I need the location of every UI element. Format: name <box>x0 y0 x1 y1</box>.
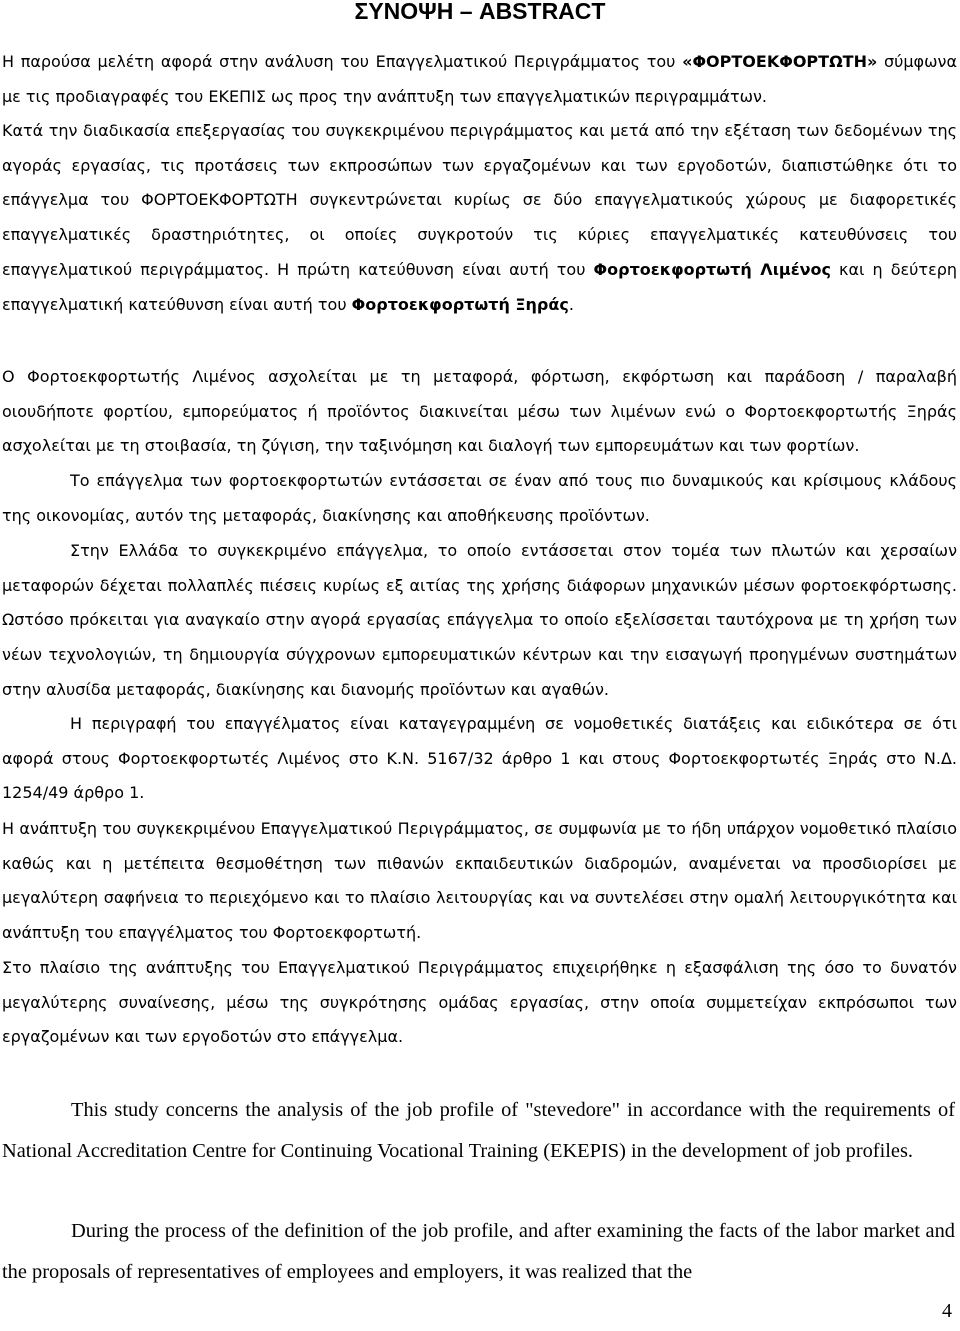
directions-text-e: . <box>568 294 574 314</box>
greek-paragraph-development: Η ανάπτυξη του συγκεκριμένου Επαγγελματικού Περιγράμματος, σε συμφωνία με το ήδη υπάρχον νομοθετικό πλαίσιο καθώς και η μετέπειτα θεσμοθέτηση των πιθανών εκπαιδευτικών διαδρομών, αναμένεται να προσδιορίσει με μεγαλύτερη σαφήνεια το περιεχόμενο και το πλαίσιο λειτουργίας και να συντελέσει στην ομαλή λειτουργικότητα και ανάπτυξη του επαγγέλματος του Φορτοεκφορτωτή. <box>2 819 957 943</box>
directions-bold-port: Φορτοεκφορτωτή Λιμένος <box>593 259 831 279</box>
greek-paragraph-sector: Το επάγγελμα των φορτοεκφορτωτών εντάσσεται σε έναν από τους πιο δυναμικούς και κρίσιμους κλάδους της οικονομίας, αυτόν της μεταφοράς, διακίνησης και αποθήκευσης προϊόντων. <box>2 471 957 525</box>
greek-paragraph-intro <box>2 45 957 114</box>
greek-paragraph-legislation: Η περιγραφή του επαγγέλματος είναι καταγεγραμμένη σε νομοθετικές διατάξεις και ειδικότερα σε ότι αφορά στους Φορτοεκφορτωτές Λιμένος στο Κ.Ν. 5167/32 άρθρο 1 και στους Φορτοεκφορτωτές Ξηράς στο Ν.Δ. 1254/49 άρθρο 1. <box>2 714 957 803</box>
page-title: ΣΥΝΟΨΗ – ABSTRACT <box>354 0 606 24</box>
page-number: 4 <box>942 1300 952 1322</box>
directions-text-c: και η δεύτερη επαγγελματική κατεύθυνση είναι αυτή του <box>2 259 958 314</box>
english-paragraph-study: This study concerns the analysis of the job profile of "stevedore" in accordance with the requirements of National Accreditation Centre for Continuing Vocational Training (EKEPIS) in the development of job profiles. <box>2 1099 955 1162</box>
greek-paragraph-consensus: Στο πλαίσιο της ανάπτυξης του Επαγγελματικού Περιγράμματος επιχειρήθηκε η εξασφάλιση της όσο το δυνατόν μεγαλύτερης συναίνεσης, μέσω της συγκρότησης ομάδας εργασίας, στην οποία συμμετείχαν εκπρόσωποι των εργαζομένων και των εργοδοτών στο επάγγελμα. <box>2 958 957 1047</box>
intro-text-c: σύμφωνα με τις προδιαγραφές του ΕΚΕΠΙΣ ως προς την ανάπτυξη των επαγγελματικών περιγραμμάτων. <box>2 52 957 106</box>
english-paragraph-process: During the process of the definition of the job profile, and after examining the facts of the labor market and the proposals of representatives of employees and employers, it was realized that the <box>2 1220 955 1283</box>
directions-bold-land: Φορτοεκφορτωτή Ξηράς <box>351 294 569 314</box>
greek-paragraph-directions <box>2 114 957 322</box>
intro-text-a: Η παρούσα μελέτη αφορά στην ανάλυση του Επαγγελματικού Περιγράμματος του <box>2 52 683 71</box>
intro-bold-stevedore: «ΦΟΡΤΟΕΚΦΟΡΤΩΤΗ» <box>682 52 878 71</box>
greek-paragraph-port-stevedore: Ο Φορτοεκφορτωτής Λιμένος ασχολείται με τη μεταφορά, φόρτωση, εκφόρτωση και παράδοση / παραλαβή οιουδήποτε φορτίου, εμπορεύματος ή προϊόντος διακινείται μέσω των λιμένων ενώ ο Φορτοεκφορτωτής Ξηράς ασχολείται με τη στοιβασία, τη ζύγιση, την ταξινόμηση και διαλογή των εμπορευμάτων και των φορτίων. <box>2 367 957 456</box>
directions-text-a: Κατά την διαδικασία επεξεργασίας του συγκεκριμένου περιγράμματος και μετά από την εξέταση των δεδομένων της αγοράς εργασίας, τις προτάσεις των εκπροσώπων των εργαζομένων και των εργοδοτών, διαπιστώθηκε ότι το επάγγελμα του ΦΟΡΤΟΕΚΦΟΡΤΩΤΗ συγκεντρώνεται κυρίως σε δύο επαγγελματικούς χώρους με διαφορετικές επαγγελματικές δραστηριότητες, οι οποίες συγκροτούν τις κύριες επαγγελματικές κατευθύνσεις του επαγγελματικού περιγράμματος. Η πρώτη κατεύθυνση είναι αυτή του <box>2 121 957 279</box>
greek-paragraph-greece: Στην Ελλάδα το συγκεκριμένο επάγγελμα, το οποίο εντάσσεται στον τομέα των πλωτών και χερσαίων μεταφορών δέχεται πολλαπλές πιέσεις κυρίως εξ αιτίας της χρήσης διάφορων μηχανικών μέσων φορτοεκφόρτωσης. Ωστόσο πρόκειται για αναγκαίο στην αγορά εργασίας επάγγελμα το οποίο εξελίσσεται ταυτόχρονα με τη χρήση των νέων τεχνολογιών, τη δημιουργία σύγχρονων εμπορευματικών κέντρων και την εισαγωγή προηγμένων συστημάτων στην αλυσίδα μεταφοράς, διακίνησης και διανομής προϊόντων και αγαθών. <box>2 541 957 699</box>
